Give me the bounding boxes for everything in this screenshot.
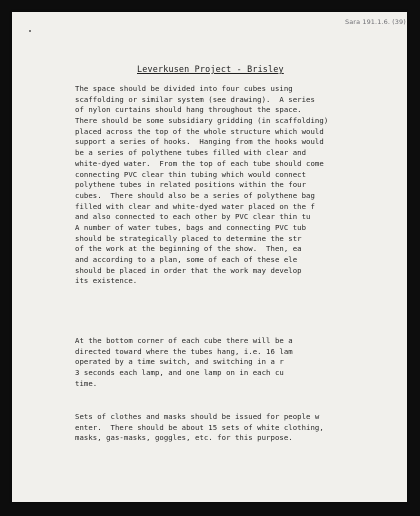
- text-line: placed across the top of the whole structure which would: [75, 126, 324, 136]
- paragraph-installation: [75, 84, 405, 287]
- text-line: enter. There should be about 15 sets of white clothing,: [75, 422, 324, 432]
- text-line: should be strategically placed to determine the str: [75, 233, 302, 243]
- text-line: There should be some subsidiary gridding (in scaffolding): [75, 116, 329, 126]
- text-line: The space should be divided into four cubes using: [75, 84, 293, 93]
- paragraph-clothing: [75, 412, 405, 444]
- corner-mark: [29, 30, 31, 32]
- text-line: cubes. There should also be a series of polythene bag: [75, 190, 315, 200]
- text-line: its existence.: [75, 276, 138, 286]
- text-line: be a series of polythene tubes filled with clear and: [75, 148, 307, 158]
- text-line: operated by a time switch, and switching in a r: [75, 357, 284, 367]
- text-line: A number of water tubes, bags and connecting PVC tub: [75, 222, 307, 232]
- text-line: polythene tubes in related positions within the four: [75, 180, 307, 190]
- text-line: scaffolding or similar system (see drawing). A series: [75, 94, 315, 104]
- paragraph-lamps: [75, 336, 405, 389]
- text-line: Sets of clothes and masks should be issued for people w: [75, 412, 320, 421]
- text-line: should be placed in order that the work may develop: [75, 265, 302, 275]
- text-line: of the work at the beginning of the show. Then, ea: [75, 244, 302, 254]
- text-line: connecting PVC clear thin tubing which would connect: [75, 169, 307, 179]
- text-line: white-dyed water. From the top of each tube should come: [75, 158, 324, 168]
- text-line: and also connected to each other by PVC clear thin tu: [75, 212, 311, 222]
- text-line: 3 seconds each lamp, and one lamp on in each cu: [75, 368, 284, 378]
- page-title: Leverkusen Project - Brisley: [137, 64, 284, 74]
- text-line: filled with clear and white-dyed water placed on the f: [75, 201, 315, 211]
- text-line: support a series of hooks. Hanging from the hooks would: [75, 137, 324, 147]
- text-line: masks, gas-masks, goggles, etc. for this purpose.: [75, 433, 293, 443]
- text-line: time.: [75, 378, 98, 388]
- document-page: [12, 12, 407, 502]
- text-line: of nylon curtains should hang throughout the space.: [75, 105, 302, 115]
- text-line: At the bottom corner of each cube there will be a: [75, 336, 293, 345]
- text-line: and according to a plan, some of each of these ele: [75, 255, 298, 264]
- archive-reference-note: Sara 191.1.6. (39): [345, 18, 406, 26]
- text-line: directed toward where the tubes hang, i.e. 16 lam: [75, 346, 293, 356]
